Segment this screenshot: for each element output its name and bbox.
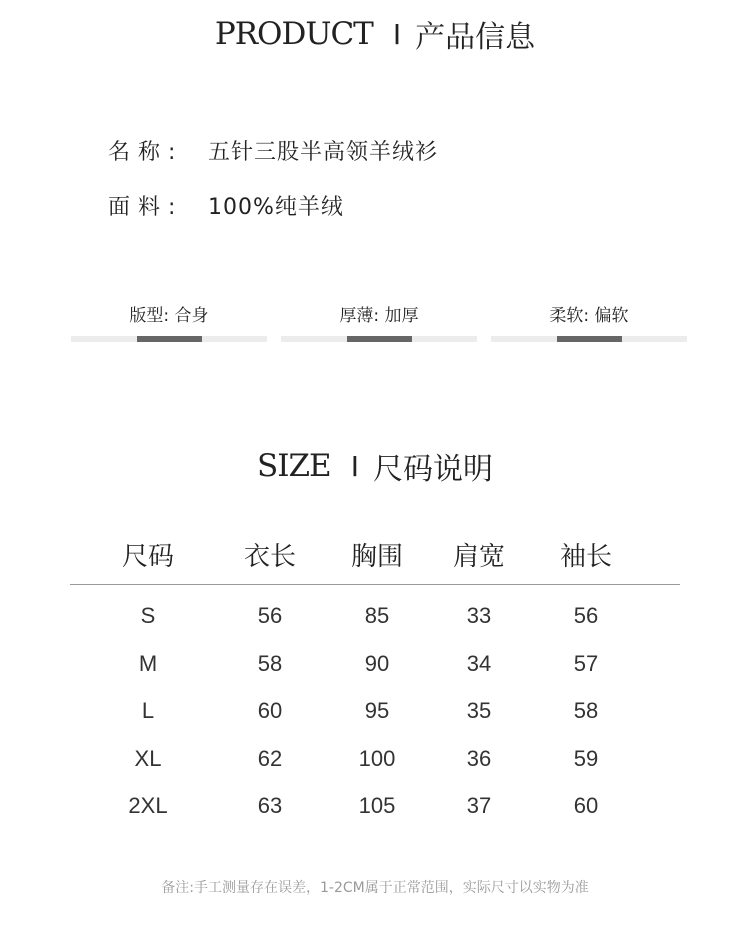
product-fabric-row [108,190,344,221]
table-cell: 60 [573,793,599,818]
table-cell: 62 [257,746,283,771]
attribute-softness-track [491,336,687,342]
table-cell: 105 [358,793,396,818]
table-cell: 56 [573,603,599,628]
attribute-thickness-track [281,336,477,342]
table-cell: 90 [364,651,390,676]
attribute-fit-label: 版型: 合身 [129,306,209,326]
table-cell: 57 [573,651,599,676]
product-name-row [108,135,438,166]
table-row [70,696,680,744]
table-cell: 33 [466,603,492,628]
size-heading-en: SIZE [257,448,331,484]
header-length: 衣长 [243,542,296,572]
size-table-header [70,528,680,585]
attribute-softness-label: 柔软: 偏软 [549,306,629,326]
table-cell: 37 [466,793,492,818]
table-cell: 85 [364,603,390,628]
size-heading-cn: 尺码说明 [372,452,493,487]
product-heading-cn: 产品信息 [415,20,536,55]
product-fabric-value: 100%纯羊绒 [208,195,344,220]
attribute-fit-marker [137,336,202,342]
attribute-fit-track [71,336,267,342]
header-chest: 胸围 [350,542,403,572]
header-size: 尺码 [121,542,174,572]
table-cell: 58 [257,651,283,676]
table-cell: 34 [466,651,492,676]
product-heading-en: PRODUCT [214,16,373,52]
header-sleeve: 袖长 [559,542,612,572]
size-heading [0,444,750,488]
product-heading-separator: I [392,17,402,51]
table-cell: 56 [257,603,283,628]
table-cell: XL [134,746,162,771]
table-row [70,649,680,697]
table-cell: S [140,603,156,628]
table-cell: L [141,698,155,723]
table-cell: 58 [573,698,599,723]
attribute-thickness-label: 厚薄: 加厚 [339,306,419,326]
table-cell: 60 [257,698,283,723]
table-cell: 95 [364,698,390,723]
table-cell: 100 [358,746,396,771]
product-name-value: 五针三股半高领羊绒衫 [208,140,439,165]
table-row [70,791,680,839]
table-cell: 35 [466,698,492,723]
table-row [70,744,680,792]
header-shoulder: 肩宽 [452,542,505,572]
table-cell: M [138,651,158,676]
size-table [70,528,680,835]
table-cell: 2XL [128,793,168,818]
size-table-body [70,585,680,835]
table-cell: 63 [257,793,283,818]
attribute-thickness-marker [347,336,412,342]
product-fabric-label: 面料: [108,195,184,220]
product-name-label: 名称: [108,140,184,165]
attribute-softness-marker [557,336,622,342]
table-cell: 59 [573,746,599,771]
size-heading-separator: I [350,449,359,483]
product-heading [0,12,750,56]
table-cell: 36 [466,746,492,771]
table-row [70,601,680,649]
measurement-footnote: 备注:手工测量存在误差，1-2CM属于正常范围，实际尺寸以实物为准 [161,880,589,896]
